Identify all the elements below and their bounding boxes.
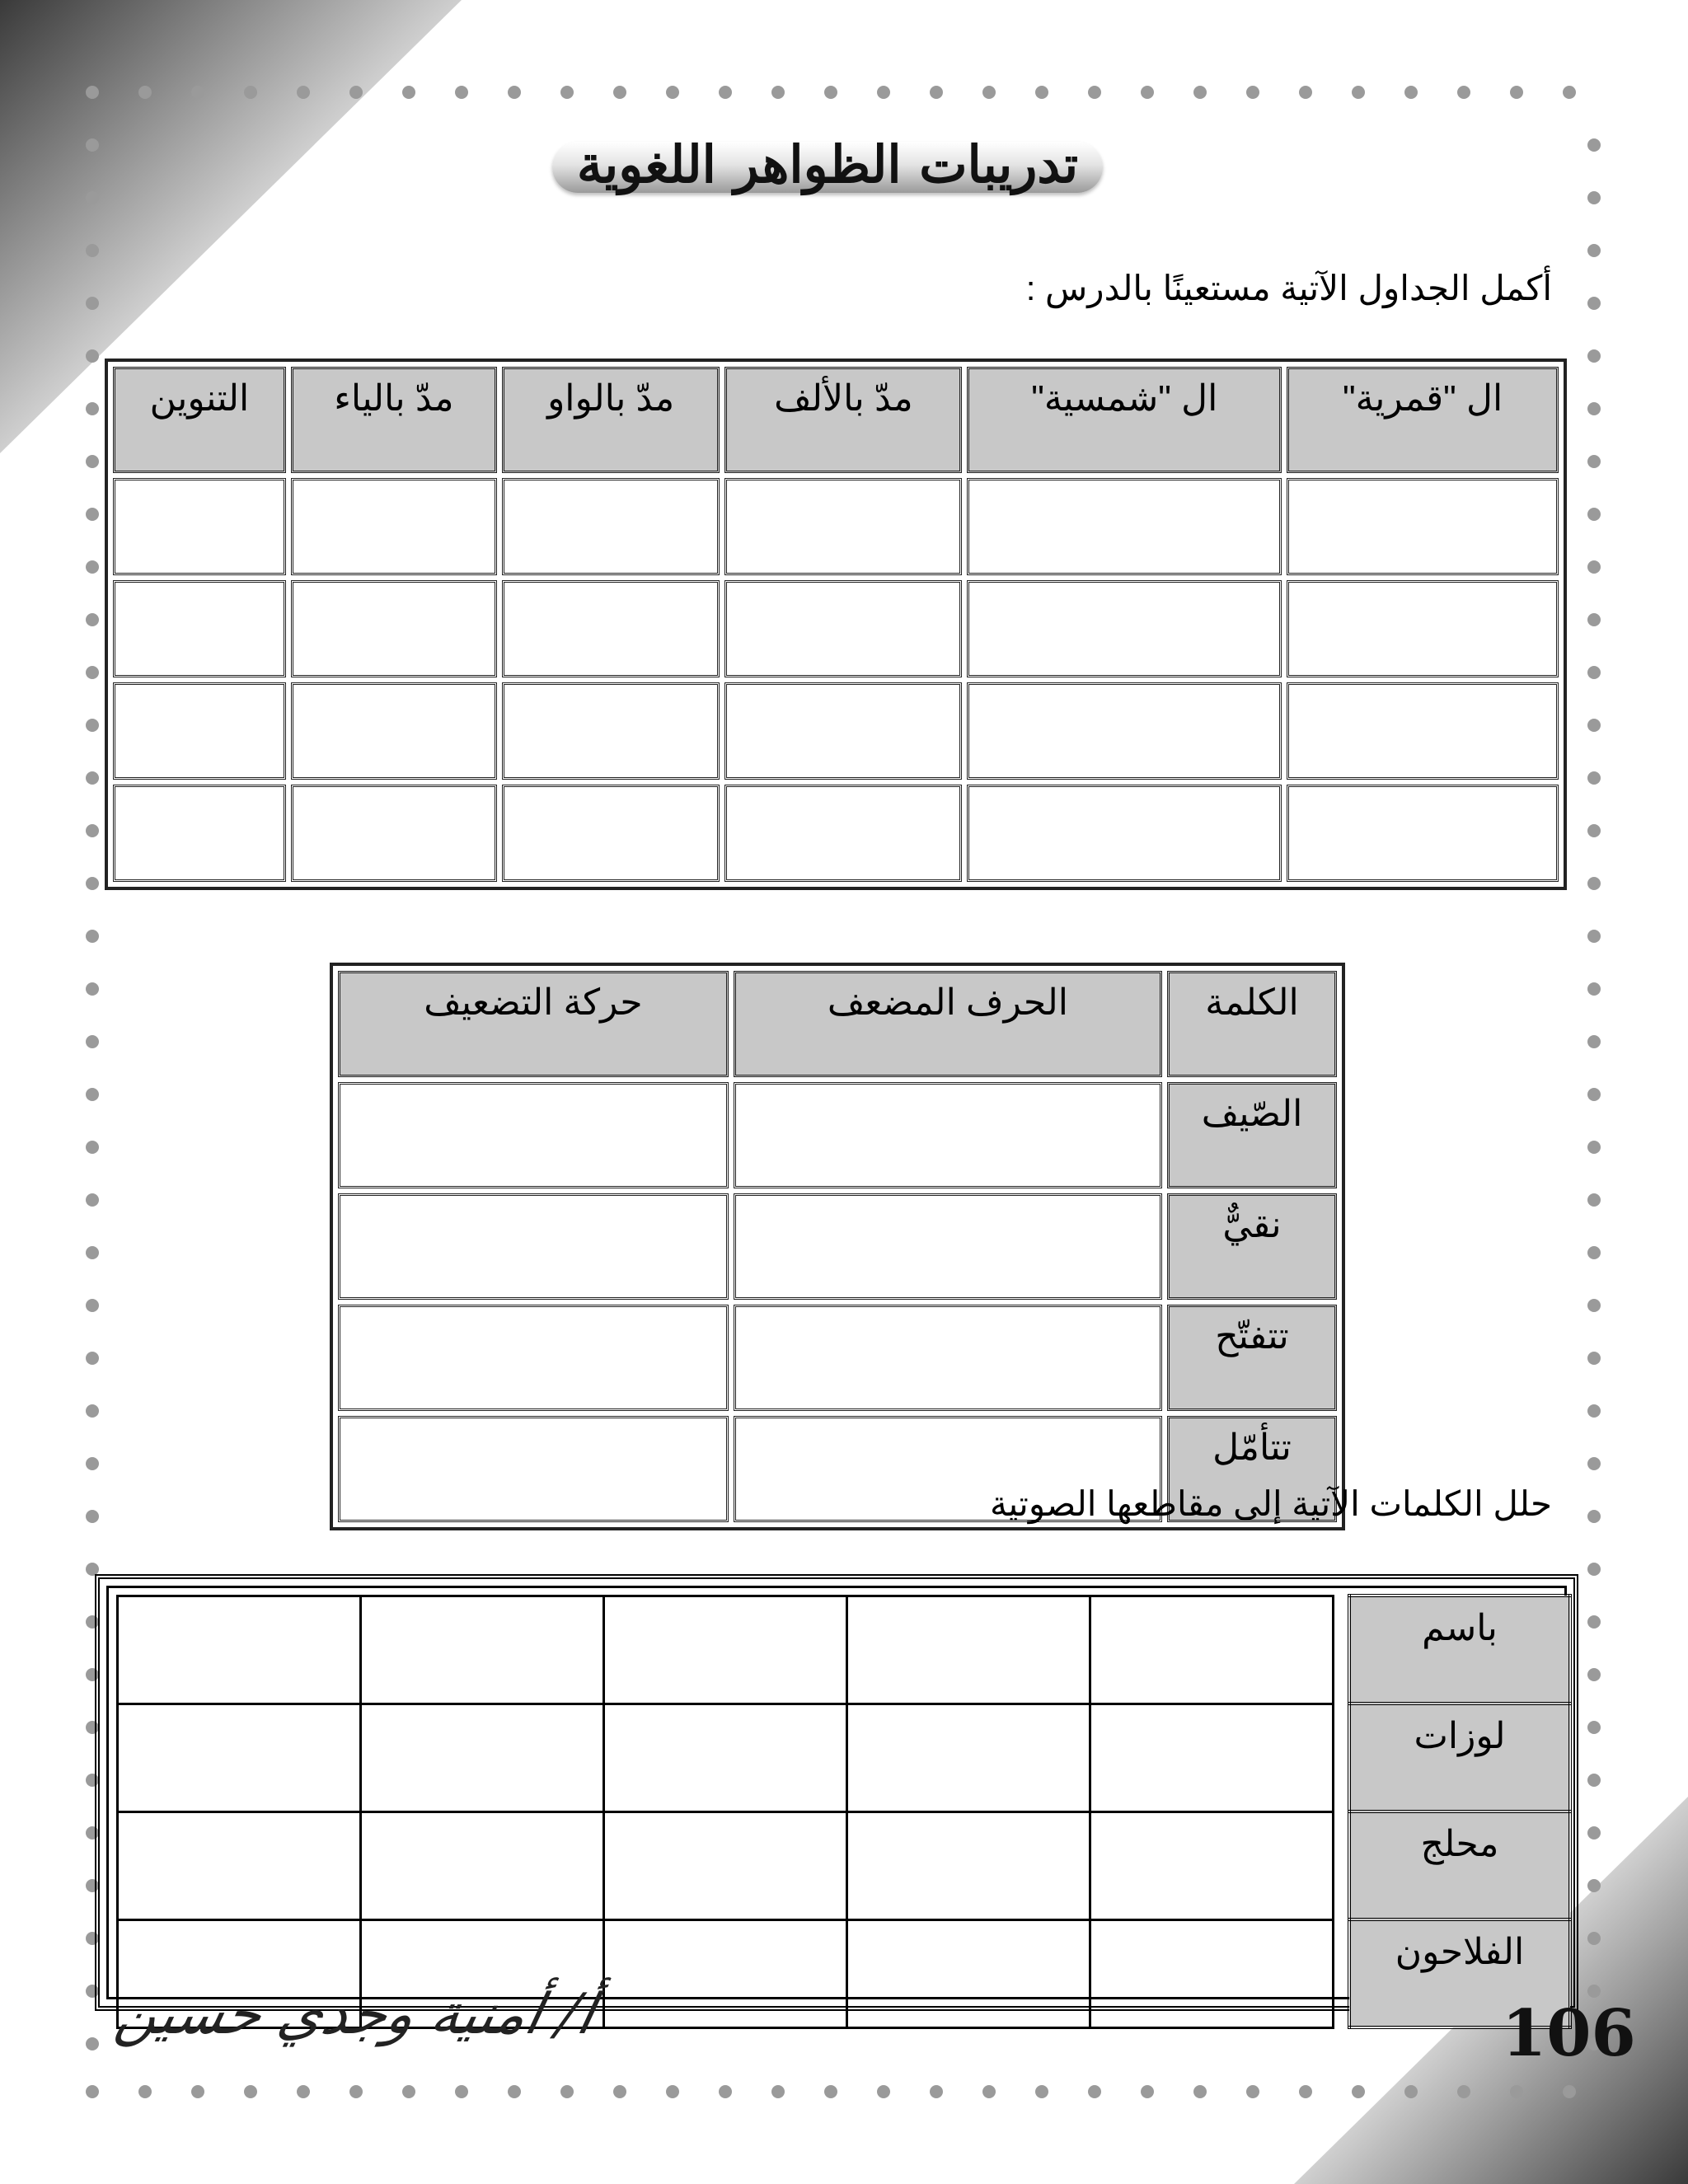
- border-dot: [560, 86, 574, 99]
- table-header-row: [113, 367, 1559, 473]
- border-dot: [1587, 1879, 1601, 1892]
- border-dot: [930, 2085, 943, 2098]
- answer-cell[interactable]: [967, 580, 1282, 677]
- answer-cell[interactable]: [113, 785, 286, 882]
- border-dot: [1587, 402, 1601, 415]
- answer-cell[interactable]: [1287, 785, 1559, 882]
- border-dot: [86, 2037, 99, 2050]
- syllable-cell[interactable]: [1090, 1811, 1334, 1919]
- border-dot: [1587, 877, 1601, 890]
- border-dot: [86, 824, 99, 837]
- answer-cell[interactable]: [724, 785, 962, 882]
- border-dot: [1587, 1668, 1601, 1681]
- word-cell: تتأمّل: [1167, 1416, 1337, 1522]
- table-row: [113, 580, 1559, 677]
- border-dot: [455, 86, 468, 99]
- border-dot: [1587, 1299, 1601, 1312]
- border-dot: [1193, 2085, 1207, 2098]
- border-dot: [613, 86, 626, 99]
- syllable-cell[interactable]: [1090, 1704, 1334, 1811]
- table-row: [118, 1704, 1571, 1811]
- syllable-cell[interactable]: [847, 1596, 1090, 1704]
- syllable-cell[interactable]: [604, 1704, 847, 1811]
- border-dot: [86, 1404, 99, 1418]
- title-banner: [552, 124, 1103, 206]
- header-shadda-vowel: حركة التضعيف: [338, 971, 729, 1077]
- border-dot: [349, 86, 363, 99]
- syllable-cell[interactable]: [1090, 1919, 1334, 2027]
- syllable-cell[interactable]: [118, 1596, 361, 1704]
- border-dot: [771, 2085, 785, 2098]
- answer-cell[interactable]: [1287, 580, 1559, 677]
- border-dot: [1587, 666, 1601, 679]
- word-cell: الفلاحون: [1349, 1919, 1570, 2027]
- answer-cell[interactable]: [967, 682, 1282, 780]
- border-dot: [508, 86, 521, 99]
- border-dot: [771, 86, 785, 99]
- answer-cell[interactable]: [113, 682, 286, 780]
- border-dot: [1510, 86, 1523, 99]
- border-dot: [1587, 613, 1601, 626]
- border-dot: [1404, 86, 1418, 99]
- border-dot: [244, 86, 257, 99]
- answer-cell[interactable]: [338, 1416, 729, 1522]
- answer-cell[interactable]: [734, 1193, 1162, 1300]
- border-dot: [824, 2085, 837, 2098]
- table-row: [113, 478, 1559, 575]
- border-dot: [1352, 2085, 1365, 2098]
- border-dot: [930, 86, 943, 99]
- border-dot: [86, 613, 99, 626]
- border-dot: [1299, 86, 1312, 99]
- border-dot: [86, 297, 99, 310]
- border-dot: [1587, 244, 1601, 257]
- syllable-cell[interactable]: [361, 1596, 604, 1704]
- border-dot: [297, 86, 310, 99]
- answer-cell[interactable]: [502, 580, 720, 677]
- border-dot: [1246, 2085, 1259, 2098]
- answer-cell[interactable]: [338, 1082, 729, 1188]
- header-madd-alif: مدّ بالألف: [724, 367, 962, 473]
- border-dot: [86, 191, 99, 204]
- border-dot: [86, 455, 99, 468]
- header-madd-waw: مدّ بالواو: [502, 367, 720, 473]
- word-cell: محلج: [1349, 1811, 1570, 1919]
- border-dot: [1587, 297, 1601, 310]
- border-dot: [86, 877, 99, 890]
- table-row: [118, 1811, 1571, 1919]
- border-dot: [1587, 455, 1601, 468]
- border-dot: [1587, 930, 1601, 943]
- syllable-cell[interactable]: [1090, 1596, 1334, 1704]
- border-dot: [719, 86, 732, 99]
- border-dot: [1587, 1932, 1601, 1945]
- answer-cell[interactable]: [502, 478, 720, 575]
- border-dot: [1587, 138, 1601, 152]
- answer-cell[interactable]: [724, 478, 962, 575]
- answer-cell[interactable]: [338, 1305, 729, 1411]
- border-dot: [86, 138, 99, 152]
- answer-cell[interactable]: [113, 580, 286, 677]
- border-dot: [191, 86, 204, 99]
- word-cell: باسم: [1349, 1596, 1570, 1704]
- answer-cell[interactable]: [724, 580, 962, 677]
- syllable-cell[interactable]: [361, 1704, 604, 1811]
- border-dot: [1193, 86, 1207, 99]
- border-dot: [86, 719, 99, 732]
- border-dot: [1587, 1721, 1601, 1734]
- answer-cell[interactable]: [502, 682, 720, 780]
- border-dot: [666, 86, 679, 99]
- letters-table: [105, 359, 1567, 890]
- border-dot: [1587, 560, 1601, 574]
- shadda-table: [330, 963, 1345, 1530]
- border-dot: [86, 1193, 99, 1207]
- border-dot: [1587, 1774, 1601, 1787]
- syllable-cell[interactable]: [118, 1811, 361, 1919]
- border-dot: [877, 86, 890, 99]
- border-dot: [1088, 86, 1101, 99]
- border-dot: [86, 244, 99, 257]
- table-row: [338, 1082, 1337, 1188]
- border-dot: [1404, 2085, 1418, 2098]
- border-dot: [86, 508, 99, 521]
- border-dot: [719, 2085, 732, 2098]
- border-dot: [1035, 86, 1048, 99]
- border-dot: [86, 930, 99, 943]
- page-number: 106: [1502, 1996, 1636, 2071]
- syllables-table: [116, 1594, 1572, 2029]
- table-row: [113, 682, 1559, 780]
- answer-cell[interactable]: [1287, 478, 1559, 575]
- border-dot: [86, 1510, 99, 1523]
- syllable-cell[interactable]: [847, 1704, 1090, 1811]
- header-word: الكلمة: [1167, 971, 1337, 1077]
- border-dot: [666, 2085, 679, 2098]
- border-dot: [1587, 1457, 1601, 1470]
- border-dot: [86, 1457, 99, 1470]
- header-tanween: التنوين: [113, 367, 286, 473]
- answer-cell[interactable]: [734, 1305, 1162, 1411]
- border-dot: [86, 1246, 99, 1259]
- border-dot: [86, 2085, 99, 2098]
- answer-cell[interactable]: [113, 478, 286, 575]
- border-dot: [86, 666, 99, 679]
- answer-cell[interactable]: [291, 682, 497, 780]
- border-dot: [1587, 1246, 1601, 1259]
- border-dot: [1587, 508, 1601, 521]
- border-dot: [1587, 1615, 1601, 1629]
- border-dot: [1563, 2085, 1576, 2098]
- border-dot: [1587, 1510, 1601, 1523]
- border-dot: [86, 402, 99, 415]
- border-dot: [877, 2085, 890, 2098]
- header-qamariya: ال "قمرية": [1287, 367, 1559, 473]
- answer-cell[interactable]: [502, 785, 720, 882]
- border-dot: [1141, 86, 1154, 99]
- answer-cell[interactable]: [1287, 682, 1559, 780]
- border-dot: [1088, 2085, 1101, 2098]
- instruction-complete-tables: أكمل الجداول الآتية مستعينًا بالدرس :: [1025, 269, 1552, 307]
- border-dot: [1587, 191, 1601, 204]
- border-dot: [1587, 1404, 1601, 1418]
- answer-cell[interactable]: [967, 785, 1282, 882]
- table-header-row: [338, 971, 1337, 1077]
- border-dot: [1457, 86, 1470, 99]
- page-title: تدريبات الظواهر اللغوية: [576, 134, 1079, 194]
- border-dot: [86, 1299, 99, 1312]
- border-dot: [1587, 1352, 1601, 1365]
- border-dot: [1299, 2085, 1312, 2098]
- syllable-cell[interactable]: [604, 1919, 847, 2027]
- signature-text: أ/ أمنية وجدي حسين: [110, 1982, 601, 2047]
- answer-cell[interactable]: [291, 478, 497, 575]
- border-dot: [86, 349, 99, 363]
- border-dot: [1587, 982, 1601, 996]
- border-dot: [86, 86, 99, 99]
- border-dot: [138, 86, 152, 99]
- header-madd-yaa: مدّ بالياء: [291, 367, 497, 473]
- border-dot: [1563, 86, 1576, 99]
- border-dot: [1587, 771, 1601, 785]
- border-dot: [1587, 1088, 1601, 1101]
- author-signature: [110, 1982, 601, 2106]
- border-dot: [1587, 824, 1601, 837]
- answer-cell[interactable]: [967, 478, 1282, 575]
- border-dot: [86, 1141, 99, 1154]
- table-row: [338, 1305, 1337, 1411]
- table-row: [113, 785, 1559, 882]
- syllable-cell[interactable]: [361, 1811, 604, 1919]
- table-row: [338, 1193, 1337, 1300]
- border-dot: [982, 86, 996, 99]
- syllable-cell[interactable]: [847, 1811, 1090, 1919]
- answer-cell[interactable]: [724, 682, 962, 780]
- border-dot: [1035, 2085, 1048, 2098]
- border-dot: [86, 1352, 99, 1365]
- table-row: [118, 1596, 1571, 1704]
- border-dot: [824, 86, 837, 99]
- answer-cell[interactable]: [291, 580, 497, 677]
- border-dot: [1587, 1826, 1601, 1840]
- word-cell: تتفتّح: [1167, 1305, 1337, 1411]
- border-dot: [1352, 86, 1365, 99]
- border-dot: [613, 2085, 626, 2098]
- border-dot: [1457, 2085, 1470, 2098]
- border-dot: [1587, 349, 1601, 363]
- word-cell: لوزات: [1349, 1704, 1570, 1811]
- border-dot: [86, 1088, 99, 1101]
- syllable-cell[interactable]: [604, 1811, 847, 1919]
- border-dot: [1510, 2085, 1523, 2098]
- word-cell: الصّيف: [1167, 1082, 1337, 1188]
- answer-cell[interactable]: [338, 1193, 729, 1300]
- border-dot: [1587, 1035, 1601, 1048]
- border-dot: [86, 560, 99, 574]
- border-dot: [1141, 2085, 1154, 2098]
- instruction-syllables: حلل الكلمات الآتية إلى مقاطعها الصوتية: [989, 1484, 1552, 1523]
- border-dot: [1587, 1193, 1601, 1207]
- header-doubled-letter: الحرف المضعف: [734, 971, 1162, 1077]
- border-dot: [86, 982, 99, 996]
- border-dot: [1587, 1563, 1601, 1576]
- word-cell: نقيٌّ: [1167, 1193, 1337, 1300]
- answer-cell[interactable]: [734, 1082, 1162, 1188]
- answer-cell[interactable]: [291, 785, 497, 882]
- border-dot: [1246, 86, 1259, 99]
- border-dot: [982, 2085, 996, 2098]
- border-dot: [1587, 719, 1601, 732]
- border-dot: [86, 771, 99, 785]
- border-dot: [86, 1035, 99, 1048]
- syllable-cell[interactable]: [604, 1596, 847, 1704]
- header-shamsiya: ال "شمسية": [967, 367, 1282, 473]
- border-dot: [402, 86, 415, 99]
- border-dot: [1587, 1141, 1601, 1154]
- syllable-cell[interactable]: [118, 1704, 361, 1811]
- syllable-cell[interactable]: [847, 1919, 1090, 2027]
- syllables-table-frame: [95, 1574, 1578, 2011]
